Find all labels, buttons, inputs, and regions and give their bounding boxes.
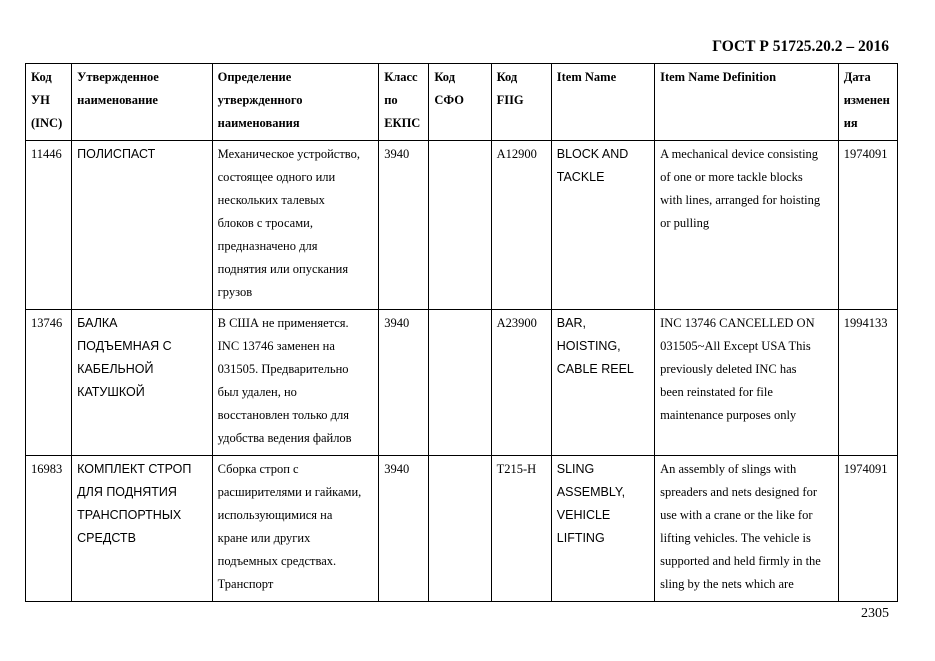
inc-code-cell — [26, 456, 72, 602]
header-line: Код — [31, 70, 52, 84]
cell-text: ДЛЯ ПОДНЯТИЯ — [77, 485, 177, 499]
column-header — [379, 64, 429, 141]
cell-text: 1974091 — [843, 147, 888, 161]
column-header — [212, 64, 379, 141]
column-header — [429, 64, 491, 141]
cell-text: КАТУШКОЙ — [77, 385, 145, 399]
cell-text: использующимися на — [217, 508, 333, 522]
cell-text: SLING — [556, 462, 595, 476]
cell-text: предназначено для — [217, 239, 318, 253]
item-name-cell — [551, 141, 654, 310]
cell-text: maintenance purposes only — [660, 408, 797, 422]
cell-text: ПОЛИСПАСТ — [77, 147, 156, 161]
table-row — [26, 456, 898, 602]
cell-text: СРЕДСТВ — [77, 531, 136, 545]
header-line: Код — [496, 70, 518, 84]
item-name-cell — [551, 456, 654, 602]
cell-text: Механическое устройство, — [217, 147, 360, 161]
page-number: 2305 — [861, 606, 889, 621]
cell-text: or pulling — [660, 216, 710, 230]
cell-text: 1974091 — [843, 462, 888, 476]
cell-text: поднятия или опускания — [217, 262, 349, 276]
table-header-row — [26, 64, 898, 141]
cell-text: В США не применяется. — [217, 316, 349, 330]
cell-text: 16983 — [31, 462, 63, 476]
cell-text: INC 13746 CANCELLED ON — [660, 316, 815, 330]
header-line: (INC) — [31, 116, 63, 130]
sfo-code-cell — [429, 456, 491, 602]
fiig-code-cell — [491, 456, 551, 602]
column-header — [26, 64, 72, 141]
cell-text: Сборка строп с — [217, 462, 299, 476]
cell-text: КАБЕЛЬНОЙ — [77, 362, 154, 376]
header-line: наименование — [77, 93, 158, 107]
header-line: Определение — [217, 70, 292, 84]
inc-code-cell — [26, 141, 72, 310]
header-line: Код — [434, 70, 456, 84]
sfo-code-cell — [429, 141, 491, 310]
cell-text: кране или других — [217, 531, 311, 545]
class-cell — [379, 310, 429, 456]
fiig-code-cell — [491, 310, 551, 456]
cell-text: был удален, но — [217, 385, 297, 399]
cell-text: КОМПЛЕКТ СТРОП — [77, 462, 192, 476]
inc-code-cell — [26, 310, 72, 456]
cell-text: 11446 — [31, 147, 62, 161]
cell-text: BAR, — [556, 316, 586, 330]
class-cell — [379, 141, 429, 310]
cell-text: блоков с тросами, — [217, 216, 313, 230]
cell-text: been reinstated for file — [660, 385, 773, 399]
cell-text: удобства ведения файлов — [217, 431, 352, 445]
table-row — [26, 141, 898, 310]
cell-text: TACKLE — [556, 170, 605, 184]
approved-name-cell — [72, 456, 212, 602]
column-header — [838, 64, 897, 141]
item-definition-cell — [655, 141, 839, 310]
cell-text: with lines, arranged for hoisting — [660, 193, 821, 207]
cell-text: INC 13746 заменен на — [217, 339, 335, 353]
cell-text: HOISTING, — [556, 339, 621, 353]
header-line: Дата — [843, 70, 871, 84]
header-line: по — [384, 93, 398, 107]
header-line: Item Name Definition — [660, 70, 777, 84]
header-line: Утвержденное — [77, 70, 159, 84]
cell-text: CABLE REEL — [556, 362, 634, 376]
table-row — [26, 310, 898, 456]
cell-text: состоящее одного или — [217, 170, 336, 184]
fiig-code-cell — [491, 141, 551, 310]
cell-text: расширителями и гайками, — [217, 485, 362, 499]
document-standard-header: ГОСТ Р 51725.20.2 – 2016 — [712, 38, 889, 55]
column-header — [655, 64, 839, 141]
cell-text: 3940 — [384, 462, 410, 476]
cell-text: БАЛКА — [77, 316, 118, 330]
header-line: Класс — [384, 70, 418, 84]
cell-text: 3940 — [384, 147, 410, 161]
header-line: Item Name — [556, 70, 617, 84]
approved-name-cell — [72, 310, 212, 456]
definition-cell — [212, 141, 379, 310]
cell-text: of one or more tackle blocks — [660, 170, 803, 184]
cell-text: VEHICLE — [556, 508, 611, 522]
cell-text: 031505~All Except USA This — [660, 339, 811, 353]
cell-text: ПОДЪЕМНАЯ С — [77, 339, 172, 353]
class-cell — [379, 456, 429, 602]
cell-text: previously deleted INC has — [660, 362, 797, 376]
header-line: СФО — [434, 93, 464, 107]
header-line: ия — [843, 116, 858, 130]
item-definition-cell — [655, 456, 839, 602]
cell-text: подъемных средствах. — [217, 554, 337, 568]
cell-text: A mechanical device consisting — [660, 147, 819, 161]
definition-cell — [212, 456, 379, 602]
cell-text: sling by the nets which are — [660, 577, 794, 591]
column-header — [491, 64, 551, 141]
cell-text: нескольких талевых — [217, 193, 325, 207]
header-line: ЕКПС — [384, 116, 421, 130]
column-header — [551, 64, 654, 141]
item-definition-cell — [655, 310, 839, 456]
change-date-cell — [838, 141, 897, 310]
column-header — [72, 64, 212, 141]
cell-text: 3940 — [384, 316, 410, 330]
header-line: FIIG — [496, 93, 524, 107]
classification-table — [25, 63, 898, 602]
cell-text: A12900 — [496, 147, 537, 161]
cell-text: T215-H — [496, 462, 537, 476]
cell-text: BLOCK AND — [556, 147, 629, 161]
cell-text: ASSEMBLY, — [556, 485, 626, 499]
approved-name-cell — [72, 141, 212, 310]
change-date-cell — [838, 456, 897, 602]
cell-text: ТРАНСПОРТНЫХ — [77, 508, 182, 522]
cell-text: An assembly of slings with — [660, 462, 797, 476]
header-line: УН — [31, 93, 50, 107]
change-date-cell — [838, 310, 897, 456]
definition-cell — [212, 310, 379, 456]
cell-text: Транспорт — [217, 577, 274, 591]
header-line: наименования — [217, 116, 300, 130]
cell-text: LIFTING — [556, 531, 605, 545]
header-line: изменен — [843, 93, 890, 107]
cell-text: use with a crane or the like for — [660, 508, 813, 522]
cell-text: A23900 — [496, 316, 537, 330]
sfo-code-cell — [429, 310, 491, 456]
cell-text: supported and held firmly in the — [660, 554, 821, 568]
cell-text: lifting vehicles. The vehicle is — [660, 531, 811, 545]
cell-text: spreaders and nets designed for — [660, 485, 818, 499]
item-name-cell — [551, 310, 654, 456]
cell-text: восстановлен только для — [217, 408, 350, 422]
header-line: утвержденного — [217, 93, 303, 107]
cell-text: грузов — [217, 285, 253, 299]
cell-text: 1994133 — [843, 316, 888, 330]
cell-text: 031505. Предварительно — [217, 362, 349, 376]
cell-text: 13746 — [31, 316, 63, 330]
